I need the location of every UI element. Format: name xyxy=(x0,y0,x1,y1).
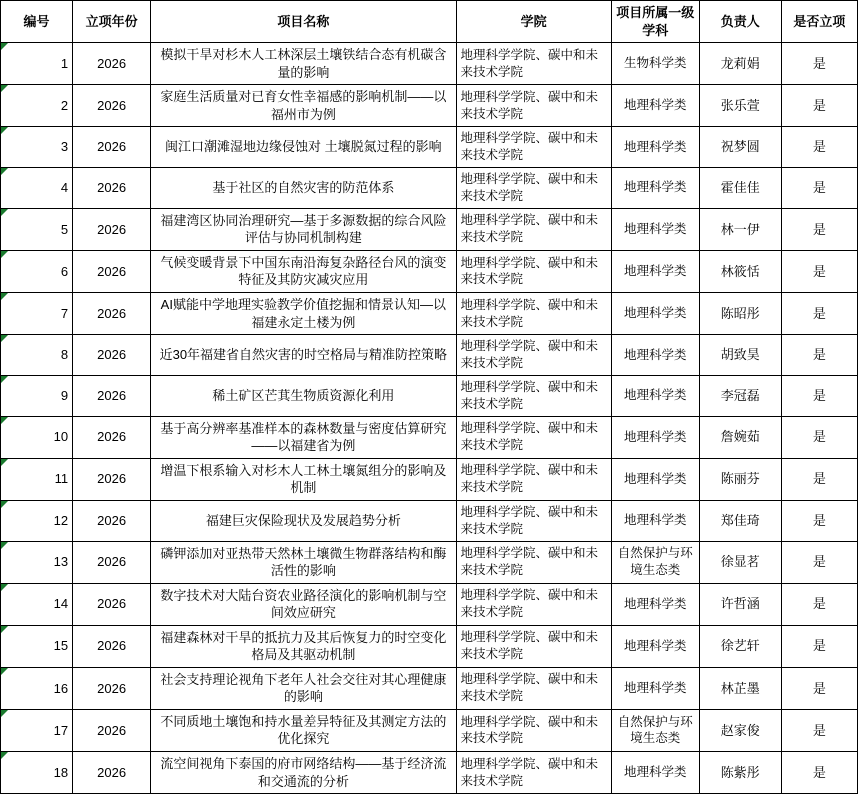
cell-college[interactable]: 地理科学学院、碳中和未来技术学院 xyxy=(456,335,611,376)
cell-number-text: 18 xyxy=(53,764,69,780)
cell-person[interactable]: 张乐萱 xyxy=(699,85,781,127)
cell-title[interactable]: 家庭生活质量对已育女性幸福感的影响机制——以福州市为例 xyxy=(151,85,456,127)
cell-error-marker-icon xyxy=(1,293,8,300)
cell-college[interactable]: 地理科学学院、碳中和未来技术学院 xyxy=(456,458,611,500)
cell-title[interactable]: 增温下根系输入对杉木人工林土壤氮组分的影响及机制 xyxy=(151,458,456,500)
table-header-row xyxy=(1,1,858,43)
cell-approved[interactable]: 是 xyxy=(781,458,857,500)
cell-college[interactable]: 地理科学学院、碳中和未来技术学院 xyxy=(456,625,611,667)
cell-error-marker-icon xyxy=(1,251,8,258)
cell-year[interactable]: 2026 xyxy=(73,667,151,709)
cell-discipline[interactable]: 地理科学类 xyxy=(611,416,699,458)
cell-title[interactable]: 模拟干旱对杉木人工林深层土壤铁结合态有机碳含量的影响 xyxy=(151,43,456,85)
cell-approved[interactable]: 是 xyxy=(781,127,857,168)
cell-discipline[interactable]: 地理科学类 xyxy=(611,583,699,625)
cell-error-marker-icon xyxy=(1,85,8,92)
cell-college[interactable]: 地理科学学院、碳中和未来技术学院 xyxy=(456,667,611,709)
cell-number[interactable] xyxy=(1,625,73,667)
cell-title[interactable]: 近30年福建省自然灾害的时空格局与精准防控策略 xyxy=(151,335,456,376)
cell-number-text: 10 xyxy=(53,429,69,445)
cell-discipline[interactable]: 地理科学类 xyxy=(611,208,699,250)
cell-discipline[interactable]: 自然保护与环境生态类 xyxy=(611,541,699,583)
cell-year[interactable]: 2026 xyxy=(73,127,151,168)
column-header-title: 项目名称 xyxy=(151,1,456,43)
cell-number-text: 5 xyxy=(60,221,69,237)
cell-year[interactable]: 2026 xyxy=(73,416,151,458)
cell-approved[interactable]: 是 xyxy=(781,751,857,793)
cell-title[interactable]: AI赋能中学地理实验教学价值挖掘和情景认知—以福建永定土楼为例 xyxy=(151,292,456,334)
table-row[interactable] xyxy=(1,85,858,127)
cell-error-marker-icon xyxy=(1,127,8,134)
cell-college[interactable]: 地理科学学院、碳中和未来技术学院 xyxy=(456,500,611,541)
cell-year[interactable]: 2026 xyxy=(73,751,151,793)
cell-person[interactable]: 林筱恬 xyxy=(699,250,781,292)
cell-discipline[interactable]: 地理科学类 xyxy=(611,168,699,209)
cell-error-marker-icon xyxy=(1,376,8,383)
table-row[interactable] xyxy=(1,127,858,168)
cell-approved[interactable]: 是 xyxy=(781,335,857,376)
cell-number[interactable] xyxy=(1,751,73,793)
cell-person[interactable]: 林一伊 xyxy=(699,208,781,250)
cell-number[interactable] xyxy=(1,43,73,85)
cell-year[interactable]: 2026 xyxy=(73,625,151,667)
cell-title[interactable]: 社会支持理论视角下老年人社会交往对其心理健康的影响 xyxy=(151,667,456,709)
table-row[interactable] xyxy=(1,208,858,250)
cell-person[interactable]: 许哲涵 xyxy=(699,583,781,625)
cell-year[interactable]: 2026 xyxy=(73,43,151,85)
cell-error-marker-icon xyxy=(1,43,8,50)
cell-approved[interactable]: 是 xyxy=(781,250,857,292)
table-row[interactable] xyxy=(1,43,858,85)
cell-error-marker-icon xyxy=(1,626,8,633)
cell-year[interactable]: 2026 xyxy=(73,208,151,250)
cell-person[interactable]: 胡致昊 xyxy=(699,335,781,376)
cell-number[interactable] xyxy=(1,709,73,751)
cell-year[interactable]: 2026 xyxy=(73,168,151,209)
cell-year[interactable]: 2026 xyxy=(73,583,151,625)
cell-number[interactable] xyxy=(1,416,73,458)
cell-number-text: 4 xyxy=(60,180,69,196)
cell-person[interactable]: 霍佳佳 xyxy=(699,168,781,209)
cell-number-text: 6 xyxy=(60,263,69,279)
cell-college[interactable]: 地理科学学院、碳中和未来技术学院 xyxy=(456,43,611,85)
cell-title[interactable]: 气候变暖背景下中国东南沿海复杂路径台风的演变特征及其防灾减灾应用 xyxy=(151,250,456,292)
cell-approved[interactable]: 是 xyxy=(781,168,857,209)
cell-discipline[interactable]: 地理科学类 xyxy=(611,127,699,168)
cell-number[interactable] xyxy=(1,250,73,292)
cell-number-text: 14 xyxy=(53,596,69,612)
column-header-year: 立项年份 xyxy=(73,1,151,43)
cell-college[interactable]: 地理科学学院、碳中和未来技术学院 xyxy=(456,709,611,751)
cell-title[interactable]: 福建湾区协同治理研究—基于多源数据的综合风险评估与协同机制构建 xyxy=(151,208,456,250)
table-row[interactable] xyxy=(1,625,858,667)
cell-number[interactable] xyxy=(1,541,73,583)
cell-person[interactable]: 陈昭彤 xyxy=(699,292,781,334)
cell-number-text: 9 xyxy=(60,387,69,403)
cell-number[interactable] xyxy=(1,335,73,376)
cell-error-marker-icon xyxy=(1,459,8,466)
cell-number[interactable] xyxy=(1,292,73,334)
cell-college[interactable]: 地理科学学院、碳中和未来技术学院 xyxy=(456,751,611,793)
cell-college[interactable]: 地理科学学院、碳中和未来技术学院 xyxy=(456,541,611,583)
cell-error-marker-icon xyxy=(1,542,8,549)
table-row[interactable] xyxy=(1,250,858,292)
cell-year[interactable]: 2026 xyxy=(73,335,151,376)
cell-error-marker-icon xyxy=(1,417,8,424)
cell-approved[interactable]: 是 xyxy=(781,500,857,541)
column-header-college: 学院 xyxy=(456,1,611,43)
cell-college[interactable]: 地理科学学院、碳中和未来技术学院 xyxy=(456,375,611,416)
cell-title[interactable]: 稀土矿区芒萁生物质资源化利用 xyxy=(151,375,456,416)
cell-college[interactable]: 地理科学学院、碳中和未来技术学院 xyxy=(456,292,611,334)
cell-college[interactable]: 地理科学学院、碳中和未来技术学院 xyxy=(456,208,611,250)
cell-discipline[interactable]: 自然保护与环境生态类 xyxy=(611,709,699,751)
cell-discipline[interactable]: 地理科学类 xyxy=(611,85,699,127)
cell-year[interactable]: 2026 xyxy=(73,375,151,416)
cell-year[interactable]: 2026 xyxy=(73,500,151,541)
cell-title[interactable]: 数字技术对大陆台资农业路径演化的影响机制与空间效应研究 xyxy=(151,583,456,625)
cell-discipline[interactable]: 地理科学类 xyxy=(611,458,699,500)
cell-discipline[interactable]: 地理科学类 xyxy=(611,751,699,793)
table-row[interactable] xyxy=(1,751,858,793)
cell-error-marker-icon xyxy=(1,168,8,175)
cell-college[interactable]: 地理科学学院、碳中和未来技术学院 xyxy=(456,127,611,168)
cell-number-text: 8 xyxy=(60,347,69,363)
cell-approved[interactable]: 是 xyxy=(781,625,857,667)
cell-discipline[interactable]: 地理科学类 xyxy=(611,335,699,376)
cell-person[interactable]: 郑佳琦 xyxy=(699,500,781,541)
column-header-discipline: 项目所属一级学科 xyxy=(611,1,699,43)
cell-number-text: 17 xyxy=(53,722,69,738)
cell-title[interactable]: 不同质地土壤饱和持水量差异特征及其测定方法的优化探究 xyxy=(151,709,456,751)
cell-approved[interactable]: 是 xyxy=(781,541,857,583)
cell-title[interactable]: 福建巨灾保险现状及发展趋势分析 xyxy=(151,500,456,541)
cell-person[interactable]: 祝梦圆 xyxy=(699,127,781,168)
cell-discipline[interactable]: 地理科学类 xyxy=(611,250,699,292)
cell-title[interactable]: 福建森林对干旱的抵抗力及其后恢复力的时空变化格局及其驱动机制 xyxy=(151,625,456,667)
cell-discipline[interactable]: 地理科学类 xyxy=(611,375,699,416)
table-row[interactable] xyxy=(1,168,858,209)
cell-approved[interactable]: 是 xyxy=(781,292,857,334)
cell-person[interactable]: 詹婉茹 xyxy=(699,416,781,458)
table-row[interactable] xyxy=(1,375,858,416)
cell-error-marker-icon xyxy=(1,710,8,717)
table-row[interactable] xyxy=(1,335,858,376)
table-row[interactable] xyxy=(1,292,858,334)
table-row[interactable] xyxy=(1,500,858,541)
cell-approved[interactable]: 是 xyxy=(781,583,857,625)
cell-college[interactable]: 地理科学学院、碳中和未来技术学院 xyxy=(456,583,611,625)
cell-number-text: 7 xyxy=(60,305,69,321)
cell-number-text: 3 xyxy=(60,139,69,155)
cell-college[interactable]: 地理科学学院、碳中和未来技术学院 xyxy=(456,250,611,292)
cell-year[interactable]: 2026 xyxy=(73,458,151,500)
cell-person[interactable]: 徐显茗 xyxy=(699,541,781,583)
cell-number-text: 1 xyxy=(60,55,69,71)
cell-number[interactable] xyxy=(1,500,73,541)
cell-number[interactable] xyxy=(1,667,73,709)
cell-person[interactable]: 龙莉娟 xyxy=(699,43,781,85)
cell-approved[interactable]: 是 xyxy=(781,667,857,709)
cell-approved[interactable]: 是 xyxy=(781,208,857,250)
cell-error-marker-icon xyxy=(1,501,8,508)
cell-year[interactable]: 2026 xyxy=(73,250,151,292)
cell-title[interactable]: 流空间视角下泰国的府市网络结构——基于经济流和交通流的分析 xyxy=(151,751,456,793)
cell-title[interactable]: 基于社区的自然灾害的防范体系 xyxy=(151,168,456,209)
cell-discipline[interactable]: 地理科学类 xyxy=(611,667,699,709)
cell-title[interactable]: 磷钾添加对亚热带天然林土壤微生物群落结构和酶活性的影响 xyxy=(151,541,456,583)
cell-error-marker-icon xyxy=(1,752,8,759)
table-body xyxy=(1,43,858,794)
cell-number-text: 13 xyxy=(53,554,69,570)
table-row[interactable] xyxy=(1,583,858,625)
cell-person[interactable]: 陈丽芬 xyxy=(699,458,781,500)
cell-number[interactable] xyxy=(1,85,73,127)
cell-approved[interactable]: 是 xyxy=(781,85,857,127)
cell-discipline[interactable]: 地理科学类 xyxy=(611,625,699,667)
cell-discipline[interactable]: 地理科学类 xyxy=(611,292,699,334)
cell-number-text: 11 xyxy=(54,471,69,487)
cell-person[interactable]: 林芷墨 xyxy=(699,667,781,709)
cell-discipline[interactable]: 生物科学类 xyxy=(611,43,699,85)
cell-year[interactable]: 2026 xyxy=(73,292,151,334)
cell-number-text: 12 xyxy=(53,512,69,528)
column-header-number: 编号 xyxy=(1,1,73,43)
cell-person[interactable]: 赵家俊 xyxy=(699,709,781,751)
cell-number[interactable] xyxy=(1,127,73,168)
cell-college[interactable]: 地理科学学院、碳中和未来技术学院 xyxy=(456,168,611,209)
cell-person[interactable]: 李冠磊 xyxy=(699,375,781,416)
table-row[interactable] xyxy=(1,416,858,458)
column-header-person: 负责人 xyxy=(699,1,781,43)
table-row[interactable] xyxy=(1,541,858,583)
cell-number-text: 15 xyxy=(53,638,69,654)
cell-discipline[interactable]: 地理科学类 xyxy=(611,500,699,541)
cell-year[interactable]: 2026 xyxy=(73,541,151,583)
cell-approved[interactable]: 是 xyxy=(781,416,857,458)
table-row[interactable] xyxy=(1,458,858,500)
column-header-approved: 是否立项 xyxy=(781,1,857,43)
cell-error-marker-icon xyxy=(1,584,8,591)
cell-number[interactable] xyxy=(1,168,73,209)
cell-error-marker-icon xyxy=(1,668,8,675)
cell-number[interactable] xyxy=(1,208,73,250)
table-row[interactable] xyxy=(1,709,858,751)
table-row[interactable] xyxy=(1,667,858,709)
cell-number[interactable] xyxy=(1,583,73,625)
cell-number-text: 16 xyxy=(53,680,69,696)
cell-error-marker-icon xyxy=(1,209,8,216)
cell-college[interactable]: 地理科学学院、碳中和未来技术学院 xyxy=(456,85,611,127)
cell-person[interactable]: 徐艺轩 xyxy=(699,625,781,667)
cell-error-marker-icon xyxy=(1,335,8,342)
cell-year[interactable]: 2026 xyxy=(73,709,151,751)
cell-title[interactable]: 基于高分辨率基准样本的森林数量与密度估算研究——以福建省为例 xyxy=(151,416,456,458)
cell-number[interactable] xyxy=(1,375,73,416)
cell-approved[interactable]: 是 xyxy=(781,43,857,85)
cell-number-text: 2 xyxy=(60,97,69,113)
cell-number[interactable] xyxy=(1,458,73,500)
cell-approved[interactable]: 是 xyxy=(781,375,857,416)
cell-approved[interactable]: 是 xyxy=(781,709,857,751)
cell-title[interactable]: 闽江口潮滩湿地边缘侵蚀对 土壤脱氮过程的影响 xyxy=(151,127,456,168)
cell-person[interactable]: 陈紫彤 xyxy=(699,751,781,793)
cell-year[interactable]: 2026 xyxy=(73,85,151,127)
cell-college[interactable]: 地理科学学院、碳中和未来技术学院 xyxy=(456,416,611,458)
